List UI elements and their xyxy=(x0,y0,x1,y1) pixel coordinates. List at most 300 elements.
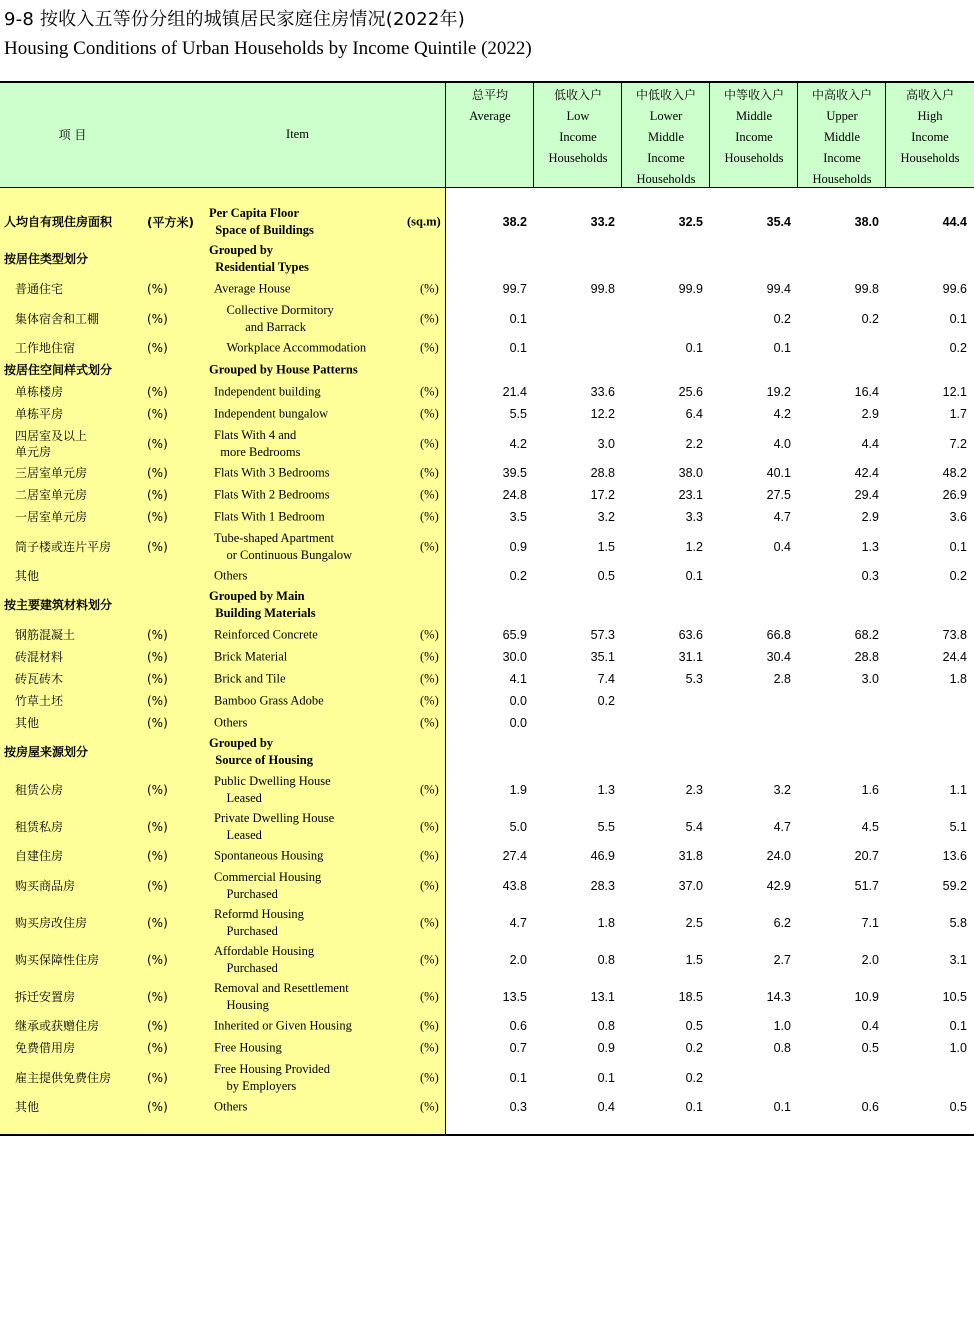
section-label-cn: 按房屋来源划分 xyxy=(4,745,89,759)
item-label-en: Average House xyxy=(214,281,291,296)
table-cell: 44.4 xyxy=(942,215,967,229)
unit-cn: (%) xyxy=(147,820,168,834)
item-label-en: Flats With 4 and more Bedrooms xyxy=(214,428,301,459)
table-cell: 12.1 xyxy=(942,385,967,399)
table-cell: 1.8 xyxy=(597,916,615,930)
unit-en: (%) xyxy=(420,952,439,967)
item-label-cn: 一居室单元房 xyxy=(15,510,88,524)
item-label-en: Independent building xyxy=(214,384,321,399)
unit-en: (%) xyxy=(420,465,439,480)
table-cell: 0.2 xyxy=(509,569,527,583)
column-header-en: Middle xyxy=(647,130,685,144)
table-cell: 0.2 xyxy=(949,341,967,355)
table-cell: 2.9 xyxy=(861,407,879,421)
item-label-cn: 三居室单元房 xyxy=(15,466,88,480)
unit-en: (%) xyxy=(420,1040,439,1055)
column-header-en: Income xyxy=(911,130,949,144)
unit-en: (%) xyxy=(420,671,439,686)
unit-cn: (%) xyxy=(147,953,168,967)
table-cell: 0.2 xyxy=(773,312,791,326)
table-cell: 0.1 xyxy=(685,1100,703,1114)
item-label-cn: 其他 xyxy=(15,569,40,583)
table-cell: 1.5 xyxy=(685,953,703,967)
column-header-en: Households xyxy=(724,151,784,165)
table-cell: 40.1 xyxy=(766,466,791,480)
table-cell: 31.8 xyxy=(678,849,703,863)
item-label-cn: 雇主提供免费住房 xyxy=(15,1071,112,1085)
table-cell: 0.2 xyxy=(685,1071,703,1085)
table-cell: 4.2 xyxy=(773,407,791,421)
table-cell: 2.9 xyxy=(861,510,879,524)
table-cell: 99.4 xyxy=(766,282,791,296)
table-cell: 0.8 xyxy=(773,1041,791,1055)
table-cell: 17.2 xyxy=(590,488,615,502)
unit-cn: (%) xyxy=(147,916,168,930)
unit-cn: (%) xyxy=(147,540,168,554)
table-cell: 42.9 xyxy=(766,879,791,893)
column-header-en: Income xyxy=(735,130,773,144)
table-cell: 13.5 xyxy=(502,990,527,1004)
unit-cn: (%) xyxy=(147,488,168,502)
table-cell: 1.8 xyxy=(949,672,967,686)
unit-cn: (%) xyxy=(147,407,168,421)
item-label-cn: 购买保障性住房 xyxy=(15,953,100,967)
section-label-en: Grouped by Main Building Materials xyxy=(209,589,316,620)
unit-cn: (%) xyxy=(147,650,168,664)
unit-en: (%) xyxy=(420,539,439,554)
column-header xyxy=(446,83,534,189)
table-cell: 0.4 xyxy=(597,1100,615,1114)
section-label-cn: 人均自有现住房面积 xyxy=(4,215,113,229)
unit-cn: (%) xyxy=(147,341,168,355)
table-cell: 4.7 xyxy=(509,916,527,930)
table-cell: 7.1 xyxy=(861,916,879,930)
unit-en: (%) xyxy=(420,406,439,421)
table-cell: 0.8 xyxy=(597,953,615,967)
table-cell: 18.5 xyxy=(678,990,703,1004)
section-label-en: Grouped by Source of Housing xyxy=(209,736,313,767)
item-label-cn: 单栋楼房 xyxy=(15,385,64,399)
table-cell: 1.0 xyxy=(949,1041,967,1055)
unit-en: (sq.m) xyxy=(407,214,441,229)
item-label-cn: 自建住房 xyxy=(15,849,64,863)
table-cell: 30.0 xyxy=(502,650,527,664)
unit-cn: (%) xyxy=(147,879,168,893)
table-cell: 66.8 xyxy=(766,628,791,642)
table-cell: 0.5 xyxy=(597,569,615,583)
table-cell: 48.2 xyxy=(942,466,967,480)
table-title-cn: 9-8 按收入五等份分组的城镇居民家庭住房情况(2022年) xyxy=(4,9,465,30)
unit-cn: (%) xyxy=(147,510,168,524)
unit-cn: (%) xyxy=(147,312,168,326)
table-cell: 59.2 xyxy=(942,879,967,893)
table-cell: 3.3 xyxy=(685,510,703,524)
item-label-cn: 租赁私房 xyxy=(15,820,64,834)
table-cell: 23.1 xyxy=(678,488,703,502)
table-cell: 4.4 xyxy=(861,437,879,451)
table-cell: 38.0 xyxy=(678,466,703,480)
item-label-en: Brick and Tile xyxy=(214,671,286,686)
table-cell: 0.9 xyxy=(597,1041,615,1055)
table-cell: 20.7 xyxy=(854,849,879,863)
table-cell: 0.2 xyxy=(861,312,879,326)
table-cell: 46.9 xyxy=(590,849,615,863)
table-cell: 1.9 xyxy=(509,783,527,797)
item-label-en: Flats With 1 Bedroom xyxy=(214,509,325,524)
table-cell: 3.1 xyxy=(949,953,967,967)
table-cell: 5.5 xyxy=(597,820,615,834)
item-label-en: Removal and Resettlement Housing xyxy=(214,981,349,1012)
unit-en: (%) xyxy=(420,819,439,834)
unit-cn: (%) xyxy=(147,1071,168,1085)
header-item-cn: 项 目 xyxy=(58,128,87,142)
unit-cn: (%) xyxy=(147,282,168,296)
column-header-en: Average xyxy=(469,109,511,123)
item-label-en: Reformd Housing Purchased xyxy=(214,907,304,938)
unit-en: (%) xyxy=(420,878,439,893)
table-cell: 3.6 xyxy=(949,510,967,524)
unit-en: (%) xyxy=(420,340,439,355)
unit-en: (%) xyxy=(420,715,439,730)
table-cell: 2.0 xyxy=(861,953,879,967)
table-cell: 0.1 xyxy=(685,341,703,355)
table-cell: 3.0 xyxy=(861,672,879,686)
unit-en: (%) xyxy=(420,1099,439,1114)
unit-en: (%) xyxy=(420,311,439,326)
column-header-en: Households xyxy=(636,172,696,186)
item-label-en: Commercial Housing Purchased xyxy=(214,870,322,901)
table-cell: 3.2 xyxy=(597,510,615,524)
column-header xyxy=(710,83,798,189)
table-cell: 24.0 xyxy=(766,849,791,863)
table-cell: 4.7 xyxy=(773,510,791,524)
column-header-cn: 中高收入户 xyxy=(811,88,872,102)
unit-cn: (%) xyxy=(147,990,168,1004)
item-label-en: Public Dwelling House Leased xyxy=(214,774,331,805)
table-cell: 0.1 xyxy=(773,1100,791,1114)
section-label-en: Per Capita Floor Space of Buildings xyxy=(209,206,314,237)
unit-en: (%) xyxy=(420,782,439,797)
table-cell: 0.6 xyxy=(861,1100,879,1114)
unit-cn: (平方米) xyxy=(147,215,194,230)
unit-en: (%) xyxy=(420,627,439,642)
section-label-en: Grouped by Residential Types xyxy=(209,243,309,274)
table-cell: 5.0 xyxy=(509,820,527,834)
table-cell: 0.1 xyxy=(509,312,527,326)
unit-en: (%) xyxy=(420,1018,439,1033)
table-cell: 1.5 xyxy=(597,540,615,554)
item-label-cn: 砖混材料 xyxy=(15,650,64,664)
table-cell: 0.5 xyxy=(685,1019,703,1033)
unit-cn: (%) xyxy=(147,466,168,480)
table-cell: 26.9 xyxy=(942,488,967,502)
table-cell: 33.2 xyxy=(590,215,615,229)
column-header-cn: 总平均 xyxy=(471,88,508,102)
table-cell: 0.1 xyxy=(949,540,967,554)
item-label-cn: 租赁公房 xyxy=(15,783,64,797)
table-cell: 35.1 xyxy=(590,650,615,664)
unit-cn: (%) xyxy=(147,1041,168,1055)
item-label-cn: 普通住宅 xyxy=(15,282,64,296)
table-cell: 6.2 xyxy=(773,916,791,930)
item-label-en: Free Housing Provided by Employers xyxy=(214,1062,330,1093)
unit-cn: (%) xyxy=(147,385,168,399)
table-cell: 0.8 xyxy=(597,1019,615,1033)
section-label-cn: 按居住类型划分 xyxy=(4,252,89,266)
table-cell: 1.6 xyxy=(861,783,879,797)
table-cell: 12.2 xyxy=(590,407,615,421)
table-cell: 1.3 xyxy=(861,540,879,554)
item-label-en: Reinforced Concrete xyxy=(214,627,318,642)
item-label-en: Inherited or Given Housing xyxy=(214,1018,352,1033)
item-label-en: Private Dwelling House Leased xyxy=(214,811,335,842)
unit-cn: (%) xyxy=(147,694,168,708)
table-cell: 28.8 xyxy=(854,650,879,664)
stub-divider xyxy=(445,83,446,1134)
column-header-cn: 高收入户 xyxy=(905,88,954,102)
item-label-cn: 单栋平房 xyxy=(15,407,64,421)
column-header-en: Middle xyxy=(823,130,861,144)
table-cell: 57.3 xyxy=(590,628,615,642)
table-cell: 43.8 xyxy=(502,879,527,893)
item-label-cn: 购买商品房 xyxy=(15,879,76,893)
column-header xyxy=(798,83,886,189)
unit-en: (%) xyxy=(420,649,439,664)
table-cell: 4.7 xyxy=(773,820,791,834)
table-cell: 2.8 xyxy=(773,672,791,686)
column-header-cn: 中低收入户 xyxy=(635,88,696,102)
item-label-en: Collective Dormitory and Barrack xyxy=(214,303,334,334)
unit-en: (%) xyxy=(420,915,439,930)
table-cell: 5.1 xyxy=(949,820,967,834)
table-cell: 24.4 xyxy=(942,650,967,664)
table-cell: 38.0 xyxy=(854,215,879,229)
table-cell: 29.4 xyxy=(854,488,879,502)
item-label-en: Flats With 3 Bedrooms xyxy=(214,465,330,480)
item-label-en: Flats With 2 Bedrooms xyxy=(214,487,330,502)
table-cell: 0.1 xyxy=(509,1071,527,1085)
bottom-rule xyxy=(0,1134,974,1136)
table-cell: 27.5 xyxy=(766,488,791,502)
table-cell: 0.1 xyxy=(773,341,791,355)
table-cell: 21.4 xyxy=(502,385,527,399)
table-cell: 0.2 xyxy=(949,569,967,583)
column-header xyxy=(886,83,974,189)
table-cell: 0.9 xyxy=(509,540,527,554)
table-cell: 0.2 xyxy=(597,694,615,708)
table-cell: 0.0 xyxy=(509,716,527,730)
table-cell: 2.5 xyxy=(685,916,703,930)
table-cell: 38.2 xyxy=(502,215,527,229)
unit-en: (%) xyxy=(420,1070,439,1085)
unit-cn: (%) xyxy=(147,716,168,730)
table-cell: 3.0 xyxy=(597,437,615,451)
unit-cn: (%) xyxy=(147,628,168,642)
table-cell: 4.2 xyxy=(509,437,527,451)
table-cell: 7.4 xyxy=(597,672,615,686)
table-cell: 1.7 xyxy=(949,407,967,421)
table-cell: 99.9 xyxy=(678,282,703,296)
item-label-en: Affordable Housing Purchased xyxy=(214,944,315,975)
table-cell: 32.5 xyxy=(678,215,703,229)
table-cell: 4.5 xyxy=(861,820,879,834)
table-cell: 13.1 xyxy=(590,990,615,1004)
item-label-cn: 筒子楼或连片平房 xyxy=(15,540,112,554)
table-cell: 0.0 xyxy=(509,694,527,708)
table-cell: 7.2 xyxy=(949,437,967,451)
item-label-cn: 拆迁安置房 xyxy=(15,990,76,1004)
column-header xyxy=(622,83,710,189)
table-cell: 2.7 xyxy=(773,953,791,967)
unit-cn: (%) xyxy=(147,783,168,797)
table-cell: 99.6 xyxy=(942,282,967,296)
table-cell: 2.2 xyxy=(685,437,703,451)
item-label-cn: 其他 xyxy=(15,1100,40,1114)
table-cell: 19.2 xyxy=(766,385,791,399)
table-cell: 1.2 xyxy=(685,540,703,554)
table-cell: 0.4 xyxy=(773,540,791,554)
table-cell: 1.0 xyxy=(773,1019,791,1033)
table-cell: 1.1 xyxy=(949,783,967,797)
item-label-en: Tube-shaped Apartment or Continuous Bungalow xyxy=(214,531,353,562)
table-cell: 99.7 xyxy=(502,282,527,296)
table-cell: 39.5 xyxy=(502,466,527,480)
table-cell: 16.4 xyxy=(854,385,879,399)
table-cell: 14.3 xyxy=(766,990,791,1004)
table-cell: 5.5 xyxy=(509,407,527,421)
column-header-en: Middle xyxy=(735,109,773,123)
table-cell: 1.3 xyxy=(597,783,615,797)
header-item-en: Item xyxy=(286,127,309,141)
table-cell: 4.0 xyxy=(773,437,791,451)
table-cell: 33.6 xyxy=(590,385,615,399)
item-label-cn: 集体宿舍和工棚 xyxy=(15,312,100,326)
table-cell: 0.7 xyxy=(509,1041,527,1055)
table-cell: 4.1 xyxy=(509,672,527,686)
table-cell: 10.5 xyxy=(942,990,967,1004)
unit-cn: (%) xyxy=(147,849,168,863)
column-header-en: Income xyxy=(823,151,861,165)
unit-en: (%) xyxy=(420,281,439,296)
unit-en: (%) xyxy=(420,848,439,863)
table-cell: 2.0 xyxy=(509,953,527,967)
unit-en: (%) xyxy=(420,436,439,451)
table-cell: 0.4 xyxy=(861,1019,879,1033)
item-label-en: Independent bungalow xyxy=(214,406,329,421)
table-cell: 5.8 xyxy=(949,916,967,930)
table-cell: 28.3 xyxy=(590,879,615,893)
table-cell: 0.5 xyxy=(861,1041,879,1055)
unit-en: (%) xyxy=(420,693,439,708)
unit-en: (%) xyxy=(420,509,439,524)
item-label-cn: 免费借用房 xyxy=(15,1041,76,1055)
item-label-cn: 继承或获赠住房 xyxy=(15,1019,100,1033)
item-label-en: Others xyxy=(214,1099,248,1114)
unit-cn: (%) xyxy=(147,1100,168,1114)
table-cell: 5.4 xyxy=(685,820,703,834)
column-header-en: Households xyxy=(812,172,872,186)
unit-cn: (%) xyxy=(147,437,168,451)
column-header-en: Income xyxy=(559,130,597,144)
item-label-cn: 竹草土坯 xyxy=(15,694,64,708)
table-cell: 31.1 xyxy=(678,650,703,664)
table-cell: 13.6 xyxy=(942,849,967,863)
unit-en: (%) xyxy=(420,989,439,1004)
column-header-en: Upper xyxy=(826,109,858,123)
item-label-en: Spontaneous Housing xyxy=(214,848,324,863)
item-label-cn: 砖瓦砖木 xyxy=(15,672,64,686)
table-cell: 2.3 xyxy=(685,783,703,797)
table-title-en: Housing Conditions of Urban Households by Income Quintile (2022) xyxy=(4,38,532,59)
item-label-cn: 购买房改住房 xyxy=(15,916,88,930)
table-cell: 0.1 xyxy=(597,1071,615,1085)
table-cell: 25.6 xyxy=(678,385,703,399)
item-label-en: Workplace Accommodation xyxy=(214,340,367,355)
table-cell: 0.2 xyxy=(685,1041,703,1055)
item-label-cn: 四居室及以上 单元房 xyxy=(15,429,88,459)
table-cell: 0.5 xyxy=(949,1100,967,1114)
unit-en: (%) xyxy=(420,384,439,399)
section-label-cn: 按主要建筑材料划分 xyxy=(4,598,113,612)
table-cell: 3.5 xyxy=(509,510,527,524)
column-header xyxy=(534,83,622,189)
unit-en: (%) xyxy=(420,487,439,502)
section-label-cn: 按居住空间样式划分 xyxy=(4,363,113,377)
column-header-en: Low xyxy=(566,109,590,123)
table-cell: 3.2 xyxy=(773,783,791,797)
table-cell: 0.1 xyxy=(685,569,703,583)
column-header-en: High xyxy=(917,109,943,123)
column-header-cn: 中等收入户 xyxy=(723,88,784,102)
table-cell: 42.4 xyxy=(854,466,879,480)
table-cell: 0.1 xyxy=(509,341,527,355)
table-cell: 73.8 xyxy=(942,628,967,642)
table-cell: 51.7 xyxy=(854,879,879,893)
unit-cn: (%) xyxy=(147,672,168,686)
column-header-cn: 低收入户 xyxy=(553,88,602,102)
table-cell: 0.1 xyxy=(949,312,967,326)
item-label-en: Free Housing xyxy=(214,1040,282,1055)
column-header-en: Income xyxy=(647,151,685,165)
item-label-cn: 其他 xyxy=(15,716,40,730)
item-label-cn: 钢筋混凝土 xyxy=(15,628,76,642)
item-label-cn: 二居室单元房 xyxy=(15,488,88,502)
table-cell: 0.1 xyxy=(949,1019,967,1033)
section-label-en: Grouped by House Patterns xyxy=(209,362,358,377)
item-label-en: Others xyxy=(214,715,248,730)
column-header-en: Households xyxy=(900,151,960,165)
item-label-cn: 工作地住宿 xyxy=(15,341,76,355)
table-cell: 99.8 xyxy=(854,282,879,296)
table-cell: 37.0 xyxy=(678,879,703,893)
table-cell: 30.4 xyxy=(766,650,791,664)
column-header-en: Lower xyxy=(649,109,683,123)
table-cell: 6.4 xyxy=(685,407,703,421)
unit-cn: (%) xyxy=(147,1019,168,1033)
table-cell: 68.2 xyxy=(854,628,879,642)
table-cell: 5.3 xyxy=(685,672,703,686)
table-cell: 27.4 xyxy=(502,849,527,863)
table-cell: 10.9 xyxy=(854,990,879,1004)
column-header-en: Households xyxy=(548,151,608,165)
table-cell: 0.6 xyxy=(509,1019,527,1033)
table-cell: 0.3 xyxy=(861,569,879,583)
table-cell: 24.8 xyxy=(502,488,527,502)
table-cell: 65.9 xyxy=(502,628,527,642)
item-label-en: Others xyxy=(214,568,248,583)
item-label-en: Bamboo Grass Adobe xyxy=(214,693,324,708)
table-cell: 63.6 xyxy=(678,628,703,642)
